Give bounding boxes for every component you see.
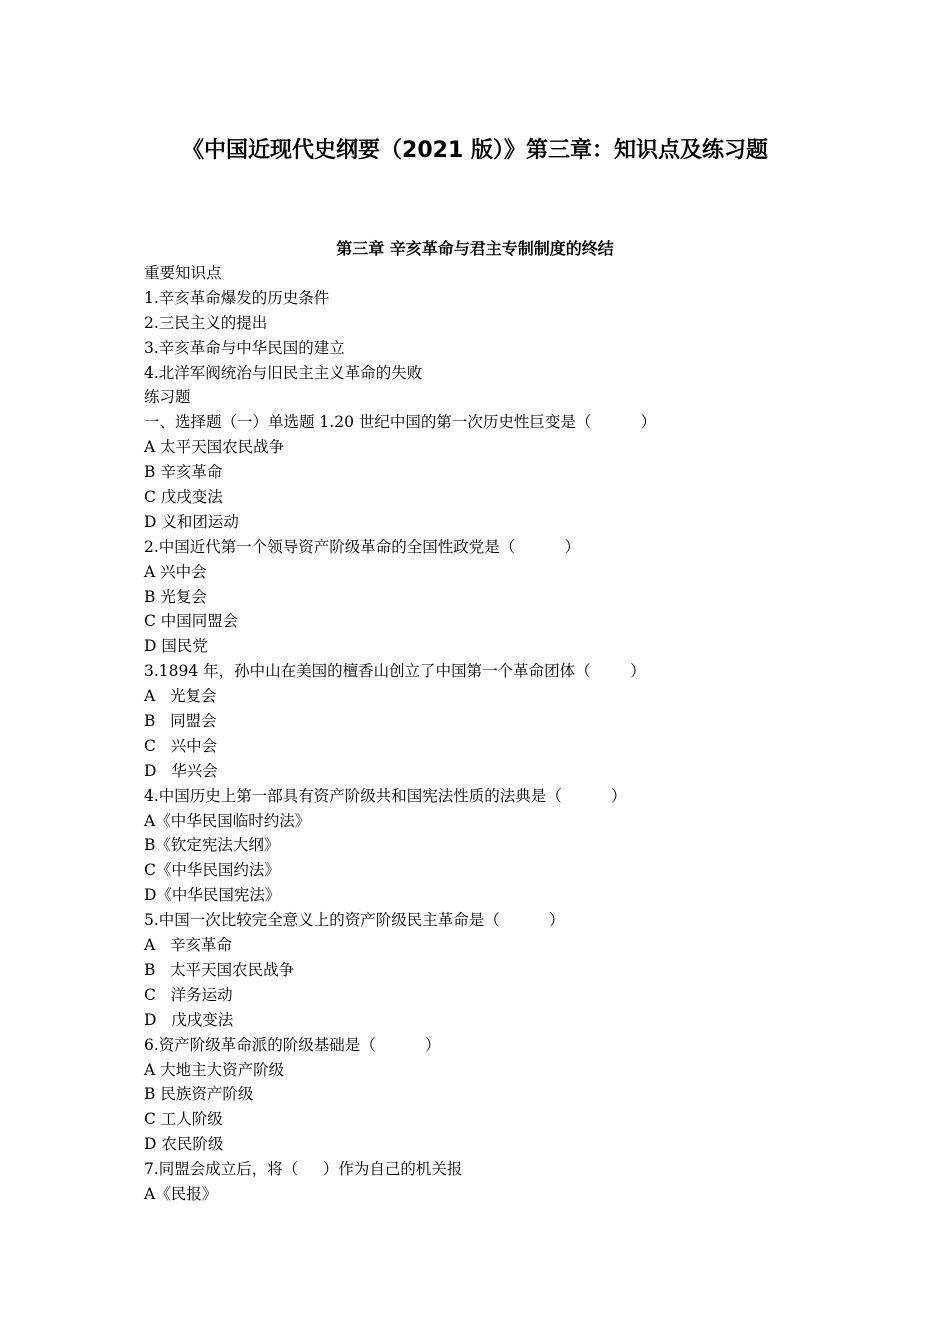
- answer-option: D 戊戌变法: [144, 1010, 234, 1029]
- key-point-2: 2.三民主义的提出: [144, 313, 268, 332]
- question-4: 4.中国历史上第一部具有资产阶级共和国宪法性质的法典是（ ）: [144, 786, 627, 805]
- question-3: 3.1894 年，孙中山在美国的檀香山创立了中国第一个革命团体（ ）: [144, 662, 646, 681]
- chapter-heading: 第三章 辛亥革命与君主专制制度的终结: [336, 239, 614, 258]
- answer-option: D 国民党: [144, 637, 208, 656]
- answer-option: A《民报》: [144, 1184, 218, 1203]
- answer-option: C 工人阶级: [144, 1110, 223, 1129]
- question-1: 一、选择题（一）单选题 1.20 世纪中国的第一次历史性巨变是（ ）: [144, 413, 657, 432]
- answer-option: C 中国同盟会: [144, 612, 239, 631]
- section-heading-key-points: 重要知识点: [144, 264, 222, 282]
- question-6: 6.资产阶级革命派的阶级基础是（ ）: [144, 1035, 441, 1054]
- answer-option: A 辛亥革命: [144, 936, 232, 955]
- answer-option: B 同盟会: [144, 712, 217, 731]
- answer-option: B 光复会: [144, 587, 207, 606]
- answer-option: D 义和团运动: [144, 512, 239, 531]
- answer-option: D 华兴会: [144, 761, 218, 780]
- answer-option: C《中华民国约法》: [144, 861, 280, 880]
- key-point-4: 4.北洋军阀统治与旧民主主义革命的失败: [144, 363, 423, 382]
- document-title: 《中国近现代史纲要（2021 版）》第三章：知识点及练习题: [182, 138, 768, 163]
- document-body: [144, 261, 844, 1207]
- answer-option: C 洋务运动: [144, 985, 233, 1004]
- answer-option: A《中华民国临时约法》: [144, 811, 311, 830]
- answer-option: D《中华民国宪法》: [144, 886, 281, 905]
- section-heading-exercises: 练习题: [144, 388, 191, 407]
- answer-option: B 太平天国农民战争: [144, 960, 295, 979]
- question-5: 5.中国一次比较完全意义上的资产阶级民主革命是（ ）: [144, 911, 565, 930]
- question-2: 2.中国近代第一个领导资产阶级革命的全国性政党是（ ）: [144, 537, 581, 556]
- answer-option: B 辛亥革命: [144, 463, 223, 482]
- key-point-1: 1.辛亥革命爆发的历史条件: [144, 288, 330, 307]
- answer-option: D 农民阶级: [144, 1135, 224, 1154]
- question-7: 7.同盟会成立后，将（ ）作为自己的机关报: [144, 1160, 463, 1179]
- answer-option: C 戊戌变法: [144, 488, 223, 507]
- answer-option: B《钦定宪法大纲》: [144, 836, 280, 855]
- answer-option: A 太平天国农民战争: [144, 438, 285, 457]
- answer-option: B 民族资产阶级: [144, 1085, 254, 1104]
- key-point-3: 3.辛亥革命与中华民国的建立: [144, 338, 345, 357]
- answer-option: A 光复会: [144, 687, 217, 706]
- answer-option: C 兴中会: [144, 736, 218, 755]
- answer-option: A 兴中会: [144, 562, 207, 581]
- answer-option: A 大地主大资产阶级: [144, 1060, 285, 1079]
